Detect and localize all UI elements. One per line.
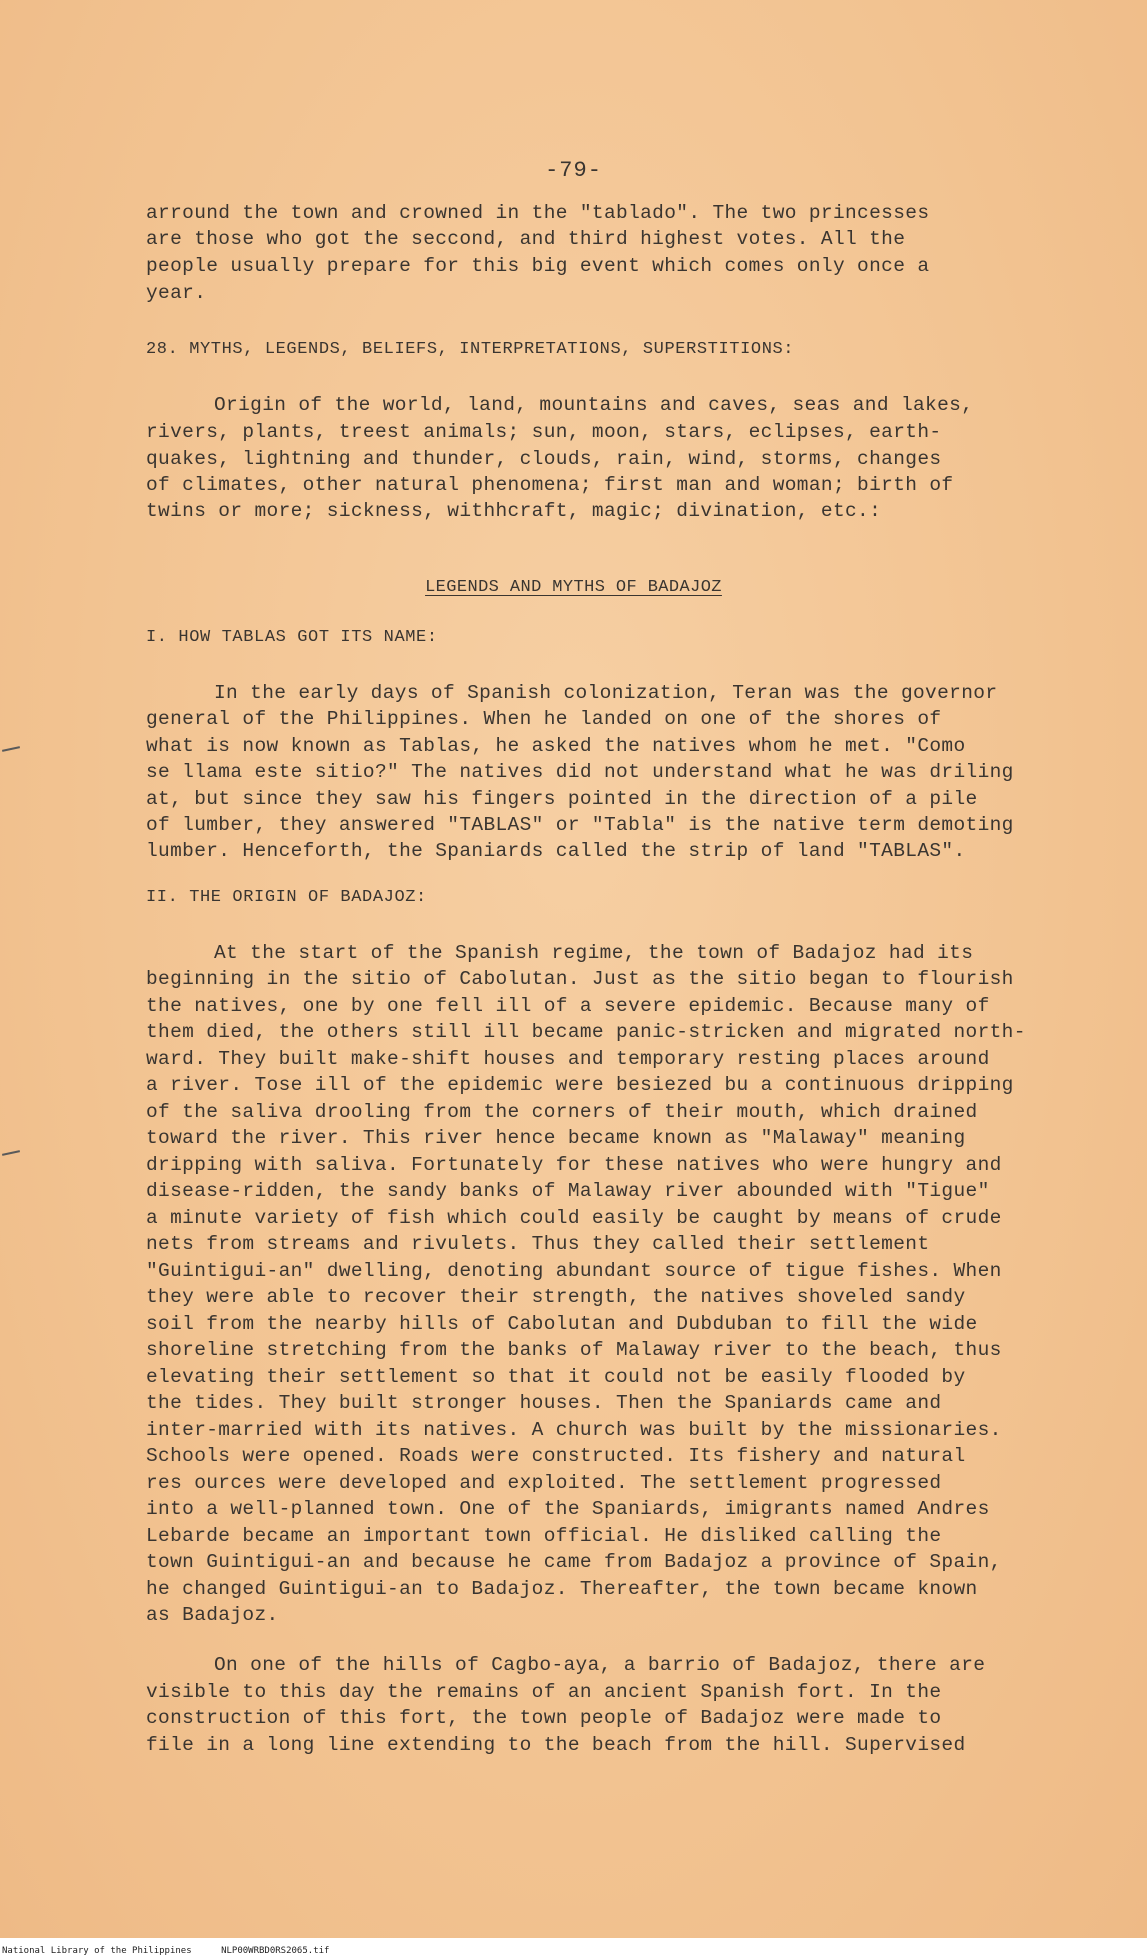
- text-line: construction of this fort, the town people of Badajoz were made to: [146, 1707, 942, 1729]
- legends-title: LEGENDS AND MYTHS OF BADAJOZ: [425, 578, 722, 597]
- text-line: disease-ridden, the sandy banks of Malaway river abounded with "Tigue": [146, 1180, 990, 1202]
- margin-mark: [2, 1150, 20, 1156]
- text-line: are those who got the seccond, and third highest votes. All the: [146, 228, 906, 250]
- text-line: toward the river. This river hence became known as "Malaway" meaning: [146, 1127, 966, 1149]
- text-line: people usually prepare for this big event which comes only once a: [146, 255, 930, 277]
- text-line: what is now known as Tablas, he asked the natives whom he met. "Como: [146, 735, 966, 757]
- section-heading: 28. MYTHS, LEGENDS, BELIEFS, INTERPRETATIONS, SUPERSTITIONS:: [146, 340, 795, 359]
- text-line: rivers, plants, treest animals; sun, moon, stars, eclipses, earth-: [146, 421, 942, 443]
- text-line: ward. They built make-shift houses and temporary resting places around: [146, 1048, 990, 1070]
- text-line: dripping with saliva. Fortunately for these natives who were hungry and: [146, 1154, 1002, 1176]
- text-line: town Guintigui-an and because he came from Badajoz a province of Spain,: [146, 1551, 1002, 1573]
- text-line: res ources were developed and exploited. The settlement progressed: [146, 1472, 942, 1494]
- text-line: them died, the others still ill became panic-stricken and migrated north-: [146, 1021, 1026, 1043]
- story-heading-2: II. THE ORIGIN OF BADAJOZ:: [146, 888, 427, 907]
- footer-library: National Library of the Philippines: [2, 1946, 192, 1956]
- text-line: a river. Tose ill of the epidemic were besiezed bu a continuous dripping: [146, 1074, 1014, 1096]
- text-line: Schools were opened. Roads were constructed. Its fishery and natural: [146, 1445, 966, 1467]
- text-line: quakes, lightning and thunder, clouds, rain, wind, storms, changes: [146, 448, 942, 470]
- text-line: of the saliva drooling from the corners of their mouth, which drained: [146, 1101, 978, 1123]
- text-line: On one of the hills of Cagbo-aya, a barrio of Badajoz, there are: [214, 1654, 986, 1676]
- text-line: nets from streams and rivulets. Thus they called their settlement: [146, 1233, 930, 1255]
- text-line: lumber. Henceforth, the Spaniards called the strip of land "TABLAS".: [146, 840, 966, 862]
- text-line: elevating their settlement so that it could not be easily flooded by: [146, 1366, 966, 1388]
- text-line: a minute variety of fish which could easily be caught by means of crude: [146, 1207, 1002, 1229]
- text-line: Lebarde became an important town official. He disliked calling the: [146, 1525, 942, 1547]
- text-line: the natives, one by one fell ill of a severe epidemic. Because many of: [146, 995, 990, 1017]
- story-heading-1: I. HOW TABLAS GOT ITS NAME:: [146, 628, 438, 647]
- text-line: inter-married with its natives. A church was built by the missionaries.: [146, 1419, 1002, 1441]
- text-line: se llama este sitio?" The natives did not understand what he was driling: [146, 761, 1014, 783]
- text-line: twins or more; sickness, withhcraft, magic; divination, etc.:: [146, 500, 882, 522]
- text-line: at, but since they saw his fingers pointed in the direction of a pile: [146, 788, 978, 810]
- text-line: general of the Philippines. When he landed on one of the shores of: [146, 708, 942, 730]
- page-number: -79-: [545, 158, 602, 183]
- text-line: Origin of the world, land, mountains and caves, seas and lakes,: [214, 394, 974, 416]
- text-line: file in a long line extending to the beach from the hill. Supervised: [146, 1734, 966, 1756]
- text-line: In the early days of Spanish colonization, Teran was the governor: [214, 682, 998, 704]
- text-line: into a well-planned town. One of the Spaniards, imigrants named Andres: [146, 1498, 990, 1520]
- scan-footer: [2, 1946, 329, 1956]
- text-line: At the start of the Spanish regime, the town of Badajoz had its: [214, 942, 974, 964]
- text-line: soil from the nearby hills of Cabolutan and Dubduban to fill the wide: [146, 1313, 978, 1335]
- text-line: beginning in the sitio of Cabolutan. Just as the sitio began to flourish: [146, 968, 1014, 990]
- text-line: of lumber, they answered "TABLAS" or "Tabla" is the native term demoting: [146, 814, 1014, 836]
- footer-file-id: NLP00WRBD0RS2065.tif: [221, 1946, 330, 1956]
- text-line: year.: [146, 282, 207, 304]
- text-line: of climates, other natural phenomena; first man and woman; birth of: [146, 474, 954, 496]
- margin-mark: [2, 746, 20, 752]
- text-line: as Badajoz.: [146, 1604, 279, 1626]
- text-line: arround the town and crowned in the "tablado". The two princesses: [146, 202, 930, 224]
- text-line: "Guintigui-an" dwelling, denoting abundant source of tigue fishes. When: [146, 1260, 1002, 1282]
- text-line: he changed Guintigui-an to Badajoz. Thereafter, the town became known: [146, 1578, 978, 1600]
- text-line: they were able to recover their strength, the natives shoveled sandy: [146, 1286, 966, 1308]
- text-line: visible to this day the remains of an ancient Spanish fort. In the: [146, 1681, 942, 1703]
- text-line: the tides. They built stronger houses. Then the Spaniards came and: [146, 1392, 942, 1414]
- text-line: shoreline stretching from the banks of Malaway river to the beach, thus: [146, 1339, 1002, 1361]
